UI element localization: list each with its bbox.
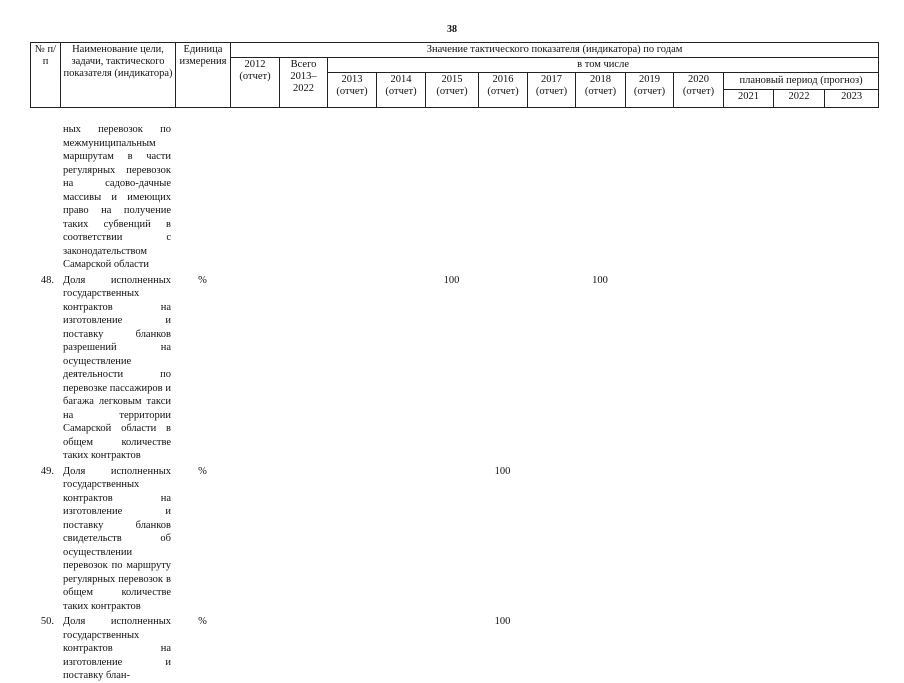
header-plan-year: 2023 — [825, 90, 879, 108]
header-plan-year: 2022 — [774, 90, 825, 108]
value-cell — [279, 123, 327, 272]
value-cell — [230, 123, 279, 272]
value-cell: 100 — [494, 616, 511, 627]
value-cell — [425, 615, 478, 683]
value-cell — [673, 465, 723, 614]
value-cell — [478, 123, 527, 272]
value-cell — [425, 465, 478, 614]
value-cell — [824, 615, 878, 683]
header-values: Значение тактического показателя (индикатора) по годам — [231, 43, 879, 58]
value-cell — [527, 274, 575, 463]
value-cell — [527, 465, 575, 614]
value-cell — [625, 274, 673, 463]
value-cell — [527, 123, 575, 272]
indicator-name: ных перевозок по межмуниципальным маршрутам в части регулярных перевозок на садово-дачные массивы и имеющих право на получение таких субвенций в соответствии с законодательством Самарской области — [63, 124, 171, 270]
header-year: 2015 (отчет) — [426, 73, 479, 108]
value-cell — [673, 274, 723, 463]
row-number: 50. — [40, 616, 54, 627]
table-row — [30, 465, 878, 614]
header-year: 2016 (отчет) — [479, 73, 528, 108]
value-cell — [723, 274, 773, 463]
value-cell — [673, 123, 723, 272]
row-number — [30, 123, 60, 272]
value-cell — [773, 123, 824, 272]
value-cell — [625, 615, 673, 683]
value-cell — [575, 465, 625, 614]
value-cell — [527, 615, 575, 683]
value-cell — [279, 274, 327, 463]
header-unit: Единица измерения — [176, 43, 231, 108]
value-cell — [478, 274, 527, 463]
unit-cell — [175, 123, 230, 272]
table-body — [30, 123, 878, 683]
value-cell — [723, 123, 773, 272]
header-plan-year: 2021 — [724, 90, 774, 108]
value-cell — [376, 465, 425, 614]
unit-cell: % — [198, 274, 207, 286]
table-row — [30, 615, 878, 683]
value-cell — [824, 465, 878, 614]
value-cell — [625, 123, 673, 272]
value-cell — [824, 123, 878, 272]
unit-cell: % — [198, 465, 207, 477]
value-cell — [230, 615, 279, 683]
header-2012: 2012 (отчет) — [231, 58, 280, 108]
value-cell — [824, 274, 878, 463]
value-cell — [575, 615, 625, 683]
value-cell — [327, 123, 376, 272]
value-cell — [327, 465, 376, 614]
value-cell — [723, 615, 773, 683]
value-cell — [327, 274, 376, 463]
indicator-name: Доля исполненных государственных контрактов на изготовление и поставку бланков свидетельств об осуществлении перевозок по маршруту регулярных перевозок в общем количестве таких контрактов — [63, 465, 171, 612]
header-year: 2018 (отчет) — [576, 73, 626, 108]
header-total: Всего 2013–2022 — [280, 58, 328, 108]
value-cell — [673, 615, 723, 683]
value-cell: 100 — [443, 274, 460, 286]
table-row — [30, 123, 878, 272]
header-including: в том числе — [328, 58, 879, 73]
value-cell — [230, 465, 279, 614]
value-cell — [773, 615, 824, 683]
header-year: 2014 (отчет) — [377, 73, 426, 108]
table-row — [30, 274, 878, 463]
header-number: № п/п — [31, 43, 61, 108]
value-cell — [723, 465, 773, 614]
value-cell — [773, 274, 824, 463]
value-cell — [575, 123, 625, 272]
header-plan-period: плановый период (прогноз) — [724, 73, 879, 90]
header-year: 2020 (отчет) — [674, 73, 724, 108]
row-number: 48. — [40, 274, 54, 286]
value-cell — [279, 615, 327, 683]
value-cell: 100 — [592, 274, 608, 286]
header-year: 2013 (отчет) — [328, 73, 377, 108]
value-cell — [376, 274, 425, 463]
value-cell — [376, 123, 425, 272]
table-header — [30, 42, 879, 108]
indicator-name: Доля исполненных государственных контрактов на изготовление и поставку блан- — [63, 616, 171, 681]
value-cell — [773, 465, 824, 614]
value-cell: 100 — [494, 465, 511, 477]
value-cell — [376, 615, 425, 683]
value-cell — [279, 465, 327, 614]
indicator-name: Доля исполненных государственных контрактов на изготовление и поставку бланков разрешений на осуществление деятельности по перевозке пассажиров и багажа легковым такси на территории Самарской области в общем количестве таких контрактов — [63, 274, 171, 461]
header-year: 2017 (отчет) — [528, 73, 576, 108]
page-number: 38 — [447, 24, 457, 35]
value-cell — [625, 465, 673, 614]
value-cell — [327, 615, 376, 683]
row-number: 49. — [40, 465, 54, 477]
unit-cell: % — [198, 616, 207, 627]
header-name: Наименование цели, задачи, тактического показателя (индикатора) — [61, 43, 176, 108]
value-cell — [230, 274, 279, 463]
value-cell — [425, 123, 478, 272]
header-year: 2019 (отчет) — [626, 73, 674, 108]
